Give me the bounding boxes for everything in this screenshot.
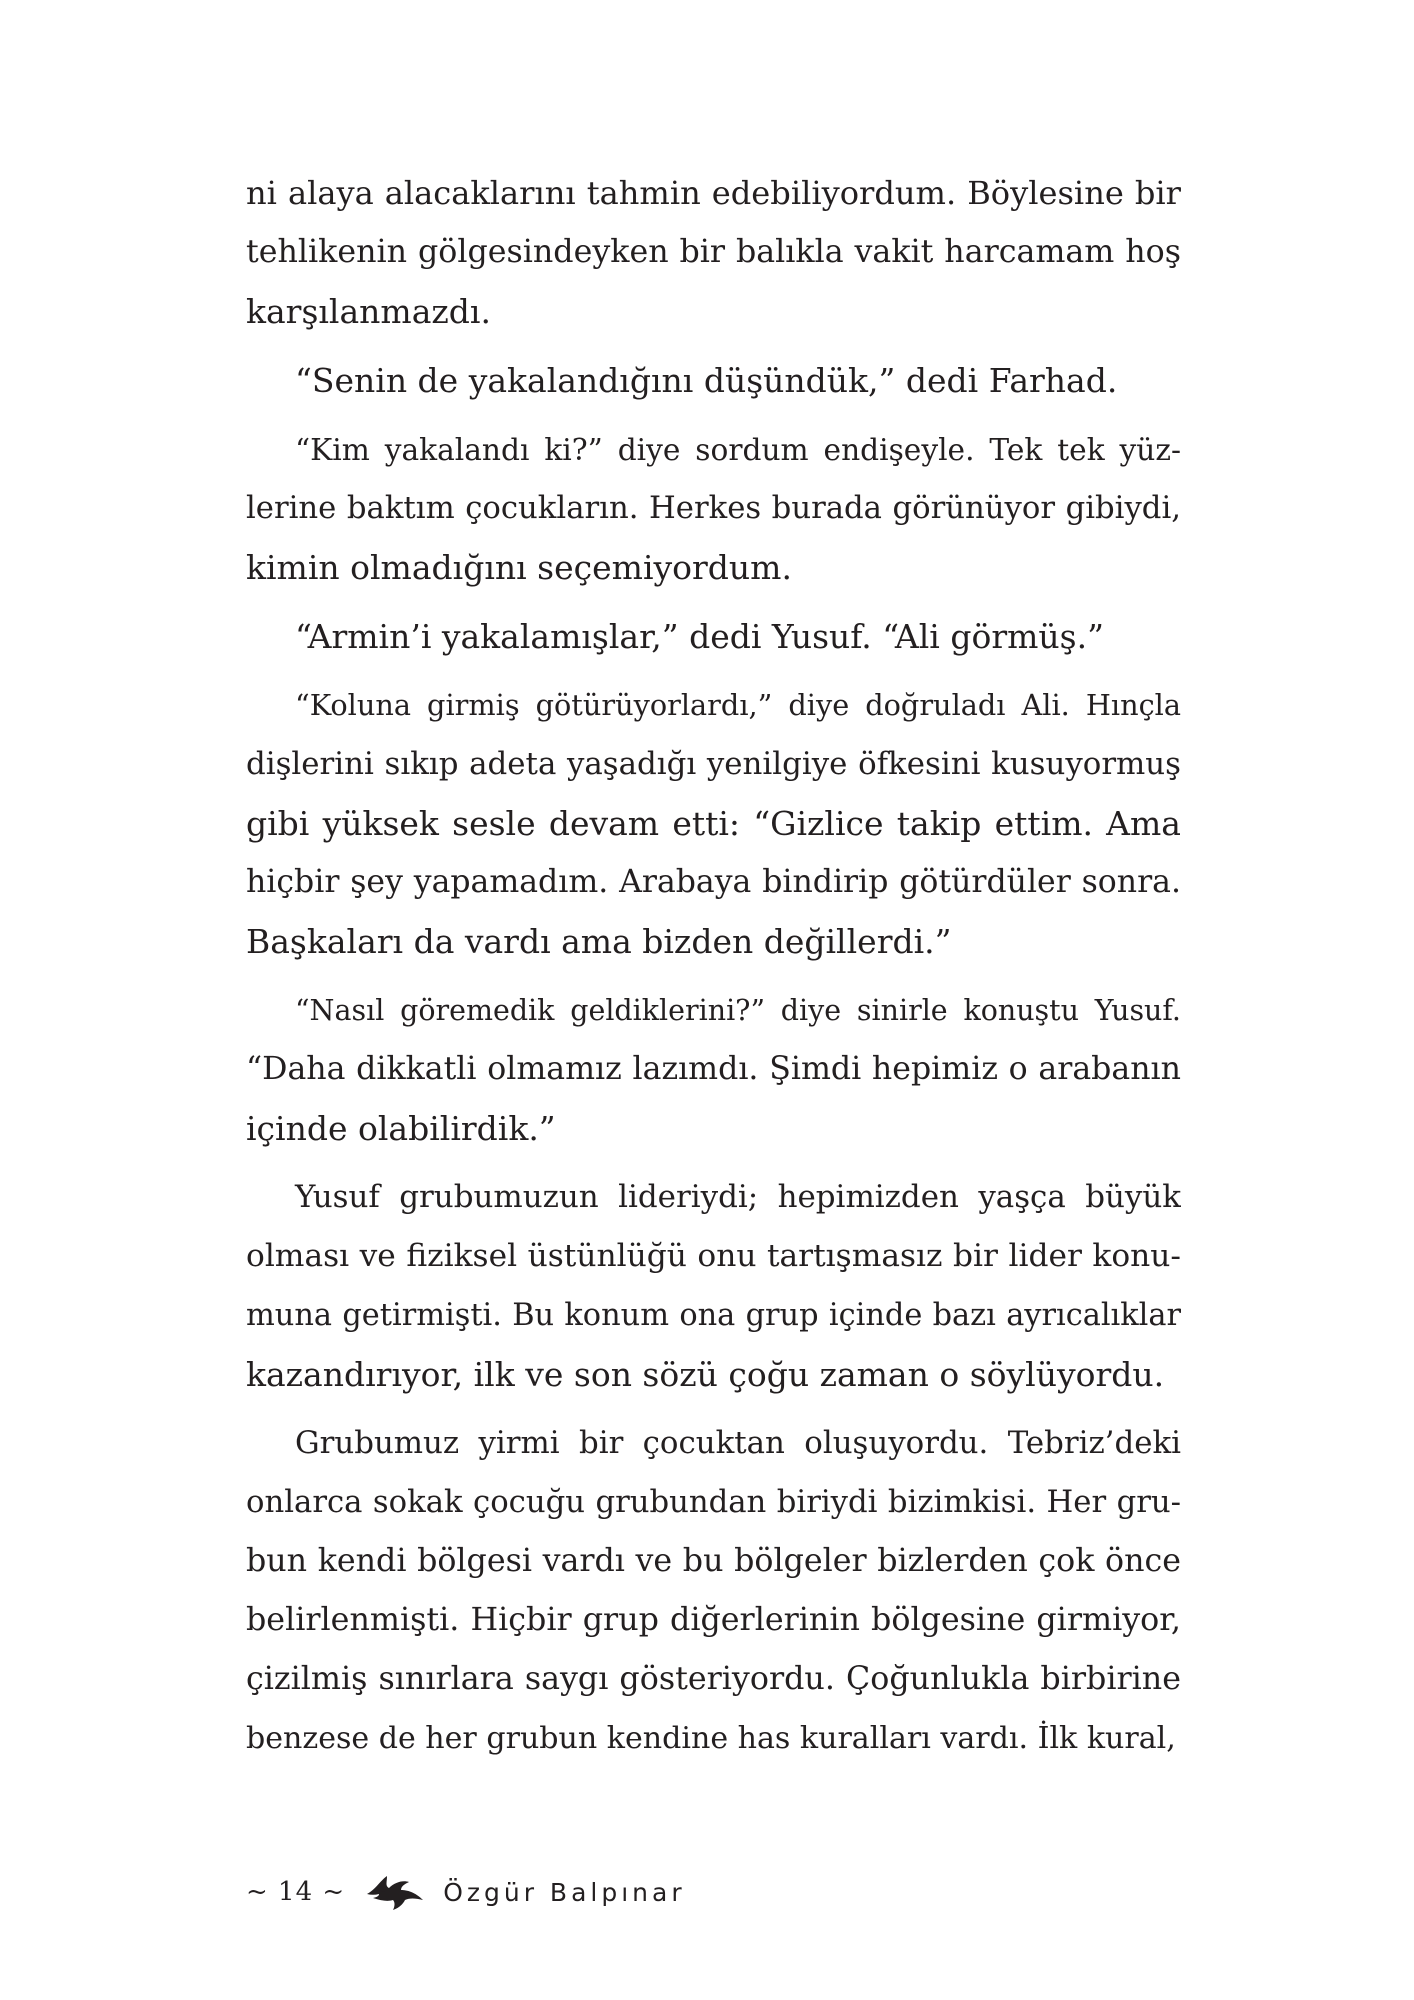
author-name: Özgür Balpınar: [443, 1877, 686, 1907]
text-line: bun kendi bölgesi vardı ve bu bölgeler bizlerden çok önce: [246, 1543, 1181, 1579]
page-number: ~ 14 ~: [246, 1877, 346, 1907]
text-line: tehlikenin gölgesindeyken bir balıkla vakit harcamam hoş: [246, 234, 1181, 270]
paragraph: [246, 981, 1181, 1158]
text-line: Başkaları da vardı ama bizden değillerdi.”: [246, 922, 952, 961]
text-line: kazandırıyor, ilk ve son sözü çoğu zaman o söylüyordu.: [246, 1355, 1165, 1394]
text-line: ni alaya alacaklarını tahmin edebiliyordum. Böylesine bir: [246, 174, 1181, 212]
text-line: “Kim yakalandı ki?” diye sordum endişeyle. Tek tek yüz-: [295, 432, 1181, 467]
text-line: lerine baktım çocukların. Herkes burada görünüyor gibiydi,: [246, 491, 1181, 526]
text-line: çizilmiş sınırlara saygı gösteriyordu. Çoğunlukla birbirine: [246, 1661, 1181, 1697]
text-line: “Senin de yakalandığını düşündük,” dedi Farhad.: [295, 361, 1118, 400]
text-line: olması ve fiziksel üstünlüğü onu tartışmasız bir lider konu-: [246, 1238, 1181, 1274]
text-line: kimin olmadığını seçemiyordum.: [246, 548, 792, 587]
text-line: “Daha dikkatli olmamız lazımdı. Şimdi hepimiz o arabanın: [246, 1051, 1181, 1087]
text-line: Yusuf grubumuzun lideriydi; hepimizden yaşça büyük: [295, 1179, 1181, 1215]
text-line: karşılanmazdı.: [246, 292, 491, 331]
text-line: belirlenmişti. Hiçbir grup diğerlerinin bölgesine girmiyor,: [246, 1602, 1181, 1638]
text-line: içinde olabilirdik.”: [246, 1109, 556, 1148]
text-line: dişlerini sıkıp adeta yaşadığı yenilgiye öfkesini kusuyormuş: [246, 746, 1181, 782]
text-line: “Koluna girmiş götürüyorlardı,” diye doğruladı Ali. Hınçla: [295, 688, 1181, 722]
paragraph: [246, 420, 1181, 597]
body-text: [246, 164, 1181, 1778]
text-line: gibi yüksek sesle devam etti: “Gizlice takip ettim. Ama: [246, 804, 1181, 843]
page-footer: [246, 1870, 686, 1914]
text-line: muna getirmişti. Bu konum ona grup içinde bazı ayrıcalıklar: [246, 1298, 1181, 1333]
bird-icon: [365, 1872, 425, 1912]
text-line: benzese de her grubun kendine has kuralları vardı. İlk kural,: [246, 1721, 1176, 1756]
paragraph: [246, 1168, 1181, 1404]
text-line: onlarca sokak çocuğu grubundan biriydi bizimkisi. Her gru-: [246, 1485, 1181, 1520]
paragraph: [246, 676, 1181, 971]
text-line: Grubumuz yirmi bir çocuktan oluşuyordu. Tebriz’deki: [295, 1425, 1181, 1461]
text-line: hiçbir şey yapamadım. Arabaya bindirip götürdüler sonra.: [246, 864, 1181, 900]
text-line: “Nasıl göremedik geldiklerini?” diye sinirle konuştu Yusuf.: [295, 994, 1181, 1027]
text-line: “Armin’i yakalamışlar,” dedi Yusuf. “Ali görmüş.”: [295, 617, 1104, 656]
paragraph: [246, 164, 1181, 341]
paragraph: [246, 1414, 1181, 1768]
paragraph: [246, 607, 1181, 666]
paragraph: [246, 351, 1181, 410]
